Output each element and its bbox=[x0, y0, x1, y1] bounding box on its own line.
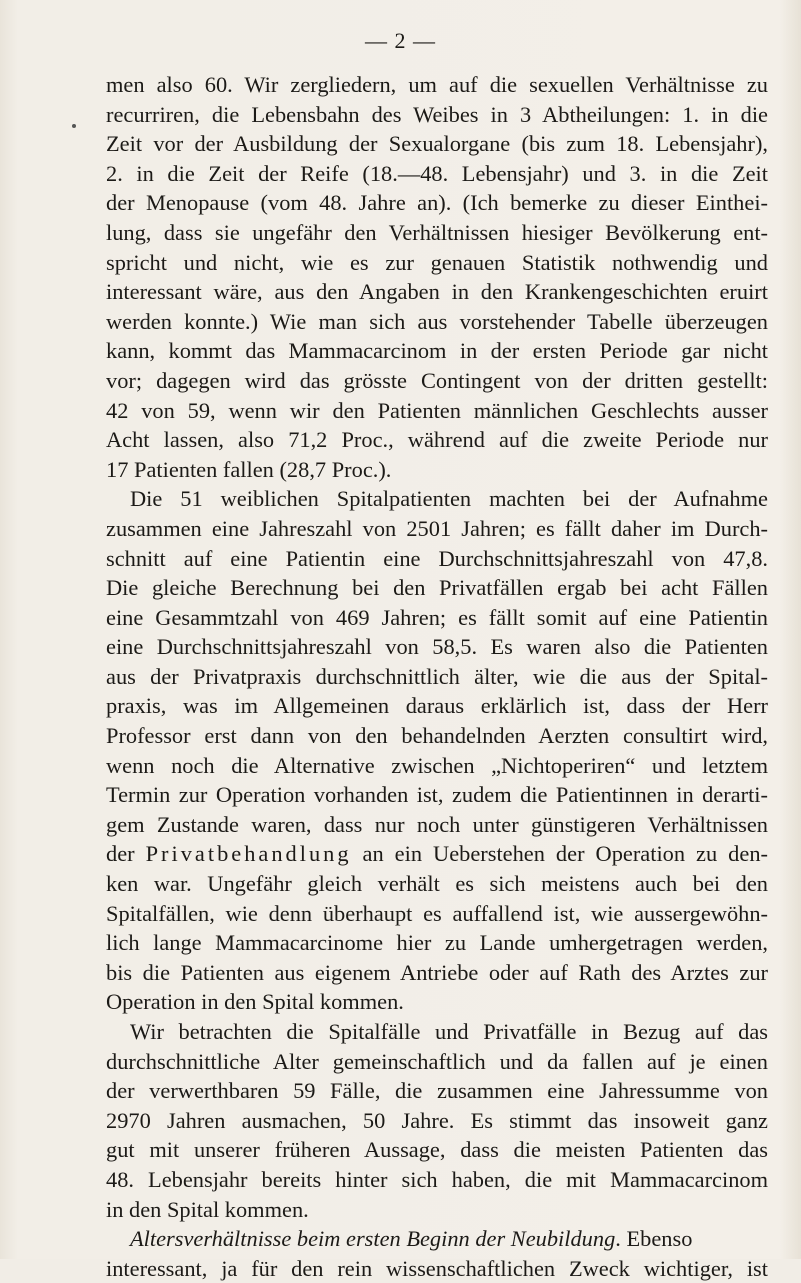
text-line: der verwerthbaren 59 Fälle, die zusammen eine Jahressumme von bbox=[106, 1078, 768, 1104]
text-line: der Menopause (vom 48. Jahre an). (Ich bemerke zu dieser Einthei- bbox=[106, 190, 768, 216]
text-line: eine Durchschnittsjahreszahl von 58,5. Es waren also die Patienten bbox=[106, 634, 768, 660]
text-line: interessant, ja für den rein wissenschaftlichen Zweck wichtiger, ist bbox=[106, 1255, 768, 1281]
text-line: vor; dagegen wird das grösste Contingent von der dritten gestellt: bbox=[106, 367, 768, 393]
text-line: Acht lassen, also 71,2 Proc., während auf die zweite Periode nur bbox=[106, 427, 768, 453]
text-line: 2. in die Zeit der Reife (18.—48. Lebensjahr) und 3. in die Zeit bbox=[106, 160, 768, 186]
text-line: kann, kommt das Mammacarcinom in der ersten Periode gar nicht bbox=[106, 338, 768, 364]
text-line: gut mit unserer früheren Aussage, dass die meisten Patienten das bbox=[106, 1137, 768, 1163]
text-line: ken war. Ungefähr gleich verhält es sich meistens auch bei den bbox=[106, 871, 768, 897]
text-fragment: an ein Ueberstehen der Operation zu den- bbox=[362, 841, 768, 867]
italic-heading: Altersverhältnisse beim ersten Beginn der Neubildung bbox=[130, 1226, 616, 1252]
text-line: bis die Patienten aus eigenem Antriebe oder auf Rath des Arztes zur bbox=[106, 959, 768, 985]
text-line: 2970 Jahren ausmachen, 50 Jahre. Es stimmt das insoweit ganz bbox=[106, 1107, 768, 1133]
section-heading-line bbox=[106, 1224, 768, 1254]
text-line: praxis, was im Allgemeinen daraus erklärlich ist, dass der Herr bbox=[106, 693, 768, 719]
text-line: eine Gesammtzahl von 469 Jahren; es fällt somit auf eine Patientin bbox=[106, 604, 768, 630]
text-line: gem Zustande waren, dass nur noch unter günstigeren Verhältnissen bbox=[106, 811, 768, 837]
text-line: durchschnittliche Alter gemeinschaftlich und da fallen auf je einen bbox=[106, 1048, 768, 1074]
text-line: men also 60. Wir zergliedern, um auf die sexuellen Verhältnisse zu bbox=[106, 72, 768, 97]
text-line: in den Spital kommen. bbox=[106, 1196, 309, 1222]
spaced-word: Privatbehandlung bbox=[145, 841, 352, 867]
text-line: wenn noch die Alternative zwischen „Nichtoperiren“ und letztem bbox=[106, 752, 768, 778]
text-line: Die gleiche Berechnung bei den Privatfällen ergab bei acht Fällen bbox=[106, 575, 768, 601]
text-line: recurriren, die Lebensbahn des Weibes in 3 Abtheilungen: 1. in die bbox=[106, 101, 768, 127]
text-line: Zeit vor der Ausbildung der Sexualorgane (bis zum 18. Lebensjahr), bbox=[106, 131, 768, 157]
text-line-with-spaced-word bbox=[106, 839, 768, 869]
text-line: Termin zur Operation vorhanden ist, zudem die Patientinnen in derarti- bbox=[106, 782, 768, 808]
text-line: lich lange Mammacarcinome hier zu Lande umhergetragen werden, bbox=[106, 930, 768, 956]
text-line: interessant wäre, aus den Angaben in den Krankengeschichten eruirt bbox=[106, 279, 768, 305]
body-text bbox=[106, 70, 768, 1283]
text-line: Operation in den Spital kommen. bbox=[106, 989, 404, 1015]
text-line: Professor erst dann von den behandelnden Aerzten consultirt wird, bbox=[106, 723, 768, 749]
text-fragment: . Ebenso bbox=[615, 1226, 693, 1252]
text-line: schnitt auf eine Patientin eine Durchschnittsjahreszahl von 47,8. bbox=[106, 545, 768, 571]
text-fragment: der bbox=[106, 841, 135, 867]
text-line: lung, dass sie ungefähr den Verhältnissen hiesiger Bevölkerung ent- bbox=[106, 219, 768, 245]
text-line: werden konnte.) Wie man sich aus vorstehender Tabelle überzeugen bbox=[106, 308, 768, 334]
text-line: zusammen eine Jahreszahl von 2501 Jahren; es fällt daher im Durch- bbox=[106, 515, 768, 541]
margin-mark bbox=[72, 124, 76, 128]
text-line: Wir betrachten die Spitalfälle und Privatfälle in Bezug auf das bbox=[130, 1019, 768, 1044]
text-line: aus der Privatpraxis durchschnittlich älter, wie die aus der Spital- bbox=[106, 663, 768, 689]
text-line: Spitalfällen, wie denn überhaupt es auffallend ist, wie aussergewöhn- bbox=[106, 900, 768, 926]
text-line: 42 von 59, wenn wir den Patienten männlichen Geschlechts ausser bbox=[106, 397, 768, 423]
text-line: 17 Patienten fallen (28,7 Proc.). bbox=[106, 456, 392, 482]
text-line: spricht und nicht, wie es zur genauen Statistik nothwendig und bbox=[106, 249, 768, 275]
text-line: 48. Lebensjahr bereits hinter sich haben, die mit Mammacarcinom bbox=[106, 1166, 768, 1192]
text-line: Die 51 weiblichen Spitalpatienten machten bei der Aufnahme bbox=[130, 486, 768, 512]
page-number: — 2 — bbox=[365, 28, 436, 53]
